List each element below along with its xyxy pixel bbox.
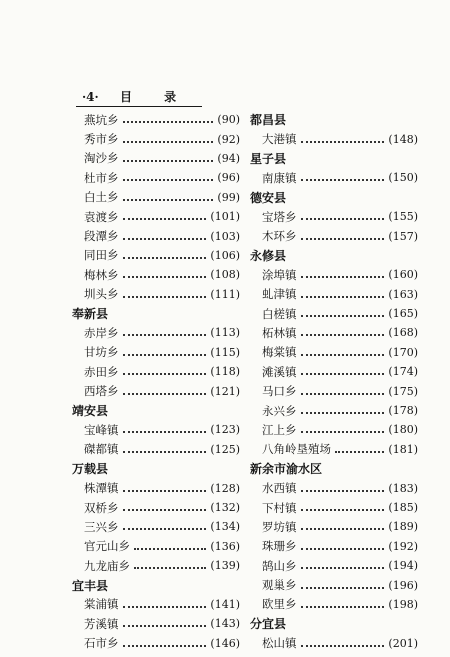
entry-page-number: (123) bbox=[210, 423, 240, 437]
toc-entry bbox=[250, 556, 418, 575]
entry-name: 淘沙乡 bbox=[84, 151, 119, 166]
toc-county-heading bbox=[72, 304, 240, 323]
entry-page-number: (198) bbox=[388, 597, 418, 611]
entry-page-number: (192) bbox=[388, 539, 418, 553]
toc-left-column bbox=[72, 110, 240, 653]
dot-leader bbox=[123, 178, 214, 181]
dot-leader bbox=[301, 140, 385, 143]
entry-page-number: (155) bbox=[388, 210, 418, 224]
entry-name: 棠浦镇 bbox=[84, 597, 119, 612]
toc-county-heading bbox=[250, 110, 418, 129]
dot-leader bbox=[123, 120, 214, 123]
dot-leader bbox=[123, 450, 207, 453]
entry-name: 永兴乡 bbox=[262, 403, 297, 418]
entry-page-number: (103) bbox=[210, 229, 240, 243]
entry-name: 三兴乡 bbox=[84, 519, 119, 534]
entry-page-number: (170) bbox=[388, 345, 418, 359]
entry-name: 西塔乡 bbox=[84, 384, 119, 399]
entry-page-number: (141) bbox=[210, 597, 240, 611]
county-name: 都昌县 bbox=[250, 113, 287, 128]
dot-leader bbox=[301, 353, 385, 356]
entry-name: 赤岸乡 bbox=[84, 325, 119, 340]
dot-leader bbox=[123, 644, 207, 647]
entry-page-number: (146) bbox=[210, 636, 240, 650]
toc-entry bbox=[250, 517, 418, 536]
entry-page-number: (168) bbox=[388, 326, 418, 340]
dot-leader bbox=[123, 372, 207, 375]
entry-name: 松山镇 bbox=[262, 636, 297, 651]
dot-leader bbox=[301, 411, 385, 414]
entry-page-number: (163) bbox=[388, 287, 418, 301]
entry-name: 欧里乡 bbox=[262, 597, 297, 612]
toc-entry bbox=[72, 614, 240, 633]
entry-name: 宝峰镇 bbox=[84, 422, 119, 437]
entry-page-number: (108) bbox=[210, 268, 240, 282]
dot-leader bbox=[123, 275, 207, 278]
dot-leader bbox=[301, 295, 385, 298]
toc-entry bbox=[72, 478, 240, 497]
toc-entry bbox=[72, 381, 240, 400]
dot-leader bbox=[301, 527, 385, 530]
entry-name: 罗坊镇 bbox=[262, 519, 297, 534]
entry-page-number: (201) bbox=[388, 636, 418, 650]
toc-entry bbox=[72, 129, 240, 148]
entry-page-number: (143) bbox=[210, 617, 240, 631]
entry-page-number: (157) bbox=[388, 229, 418, 243]
dot-leader bbox=[301, 508, 385, 511]
toc-entry bbox=[250, 265, 418, 284]
dot-leader bbox=[301, 586, 385, 589]
toc-entry bbox=[72, 110, 240, 129]
entry-page-number: (139) bbox=[210, 559, 240, 573]
dot-leader bbox=[134, 547, 206, 550]
county-name: 星子县 bbox=[250, 151, 287, 166]
toc-county-heading bbox=[250, 188, 418, 207]
entry-name: 袁渡乡 bbox=[84, 209, 119, 224]
entry-page-number: (106) bbox=[210, 248, 240, 262]
entry-page-number: (101) bbox=[210, 210, 240, 224]
dot-leader bbox=[301, 489, 385, 492]
toc-entry bbox=[250, 440, 418, 459]
entry-page-number: (132) bbox=[210, 501, 240, 514]
entry-name: 水西镇 bbox=[262, 481, 297, 496]
toc-right-column bbox=[250, 110, 418, 653]
dot-leader bbox=[301, 430, 385, 433]
toc-entry bbox=[250, 168, 418, 187]
toc-entry bbox=[72, 188, 240, 207]
toc-entry bbox=[72, 420, 240, 439]
toc-entry bbox=[72, 226, 240, 245]
entry-page-number: (136) bbox=[210, 539, 240, 553]
dot-leader bbox=[335, 450, 384, 453]
dot-leader bbox=[123, 159, 214, 162]
entry-name: 鹄山乡 bbox=[262, 558, 297, 573]
entry-name: 赤田乡 bbox=[84, 364, 119, 379]
entry-page-number: (175) bbox=[388, 384, 418, 398]
entry-name: 甘坊乡 bbox=[84, 345, 119, 360]
entry-name: 滩溪镇 bbox=[262, 364, 297, 379]
county-name: 万载县 bbox=[72, 462, 109, 477]
entry-page-number: (181) bbox=[388, 442, 418, 456]
toc-entry bbox=[250, 420, 418, 439]
entry-name: 磔都镇 bbox=[84, 442, 119, 457]
page-header bbox=[76, 88, 202, 107]
entry-name: 株潭镇 bbox=[84, 481, 119, 496]
entry-page-number: (111) bbox=[210, 287, 240, 301]
entry-page-number: (180) bbox=[388, 423, 418, 437]
toc-entry bbox=[250, 595, 418, 614]
toc-entry bbox=[72, 323, 240, 342]
entry-name: 双桥乡 bbox=[84, 500, 119, 515]
toc-entry bbox=[250, 304, 418, 323]
toc-entry bbox=[72, 207, 240, 226]
toc-entry bbox=[72, 343, 240, 362]
entry-page-number: (196) bbox=[388, 578, 418, 592]
entry-page-number: (118) bbox=[210, 365, 240, 379]
dot-leader bbox=[301, 372, 385, 375]
county-name: 永修县 bbox=[250, 248, 287, 263]
entry-page-number: (194) bbox=[388, 559, 418, 573]
entry-page-number: (128) bbox=[210, 481, 240, 495]
toc-entry bbox=[250, 207, 418, 226]
dot-leader bbox=[123, 605, 207, 608]
toc-entry bbox=[72, 634, 240, 653]
toc-county-heading bbox=[72, 575, 240, 594]
county-name: 分宜县 bbox=[250, 617, 287, 632]
entry-page-number: (90) bbox=[217, 113, 240, 127]
entry-page-number: (115) bbox=[210, 345, 240, 359]
entry-name: 柘林镇 bbox=[262, 325, 297, 340]
dot-leader bbox=[301, 644, 385, 647]
dot-leader bbox=[301, 217, 385, 220]
entry-name: 下村镇 bbox=[262, 500, 297, 515]
county-name: 宜丰县 bbox=[72, 578, 109, 593]
entry-page-number: (148) bbox=[388, 132, 418, 146]
toc-county-heading bbox=[250, 246, 418, 265]
dot-leader bbox=[123, 392, 207, 395]
toc-entry bbox=[250, 226, 418, 245]
entry-name: 秀市乡 bbox=[84, 132, 119, 147]
entry-page-number: (113) bbox=[210, 326, 240, 340]
entry-page-number: (121) bbox=[210, 384, 240, 398]
entry-name: 圳头乡 bbox=[84, 287, 119, 302]
toc-entry bbox=[72, 556, 240, 575]
dot-leader bbox=[123, 217, 207, 220]
dot-leader bbox=[301, 314, 385, 317]
entry-page-number: (125) bbox=[210, 442, 240, 456]
entry-page-number: (185) bbox=[388, 501, 418, 514]
dot-leader bbox=[123, 256, 207, 259]
toc-entry bbox=[250, 129, 418, 148]
dot-leader bbox=[123, 508, 207, 511]
entry-page-number: (99) bbox=[217, 190, 240, 204]
dot-leader bbox=[123, 489, 207, 492]
toc-entry bbox=[250, 634, 418, 653]
dot-leader bbox=[301, 178, 385, 181]
entry-name: 观巢乡 bbox=[262, 578, 297, 593]
dot-leader bbox=[301, 333, 385, 336]
county-name: 新余市渝水区 bbox=[250, 462, 323, 477]
toc-entry bbox=[250, 401, 418, 420]
toc-entry bbox=[72, 440, 240, 459]
entry-name: 段潭乡 bbox=[84, 229, 119, 244]
entry-name: 芳溪镇 bbox=[84, 616, 119, 631]
entry-name: 江上乡 bbox=[262, 422, 297, 437]
toc-entry bbox=[72, 285, 240, 304]
toc-entry bbox=[250, 343, 418, 362]
entry-page-number: (150) bbox=[388, 171, 418, 185]
toc-entry bbox=[250, 498, 418, 517]
dot-leader bbox=[134, 566, 206, 569]
entry-name: 八角岭垦殖场 bbox=[262, 442, 331, 457]
entry-page-number: (96) bbox=[217, 171, 240, 185]
page-number: ·4· bbox=[82, 90, 99, 104]
entry-name: 燕坑乡 bbox=[84, 112, 119, 127]
dot-leader bbox=[301, 605, 385, 608]
entry-name: 白土乡 bbox=[84, 190, 119, 205]
toc-entry bbox=[72, 595, 240, 614]
dot-leader bbox=[123, 333, 207, 336]
toc-entry bbox=[72, 362, 240, 381]
entry-page-number: (160) bbox=[388, 268, 418, 282]
entry-name: 官元山乡 bbox=[84, 539, 130, 554]
entry-page-number: (174) bbox=[388, 365, 418, 379]
county-name: 靖安县 bbox=[72, 404, 109, 419]
toc-entry bbox=[72, 265, 240, 284]
dot-leader bbox=[123, 140, 214, 143]
dot-leader bbox=[123, 198, 214, 201]
entry-name: 南康镇 bbox=[262, 170, 297, 185]
entry-name: 梅林乡 bbox=[84, 267, 119, 282]
dot-leader bbox=[123, 237, 207, 240]
dot-leader bbox=[301, 566, 385, 569]
toc-entry bbox=[72, 149, 240, 168]
toc-entry bbox=[250, 478, 418, 497]
toc-entry bbox=[250, 362, 418, 381]
dot-leader bbox=[301, 392, 385, 395]
dot-leader bbox=[123, 353, 207, 356]
dot-leader bbox=[123, 430, 207, 433]
entry-name: 珠珊乡 bbox=[262, 539, 297, 554]
toc-entry bbox=[72, 498, 240, 517]
toc-county-heading bbox=[250, 614, 418, 633]
toc-county-heading bbox=[250, 459, 418, 478]
entry-name: 大港镇 bbox=[262, 132, 297, 147]
entry-name: 白槎镇 bbox=[262, 306, 297, 321]
entry-page-number: (165) bbox=[388, 307, 418, 321]
toc-entry bbox=[72, 246, 240, 265]
page-title: 目 录 bbox=[120, 90, 191, 104]
dot-leader bbox=[123, 295, 207, 298]
entry-name: 木环乡 bbox=[262, 229, 297, 244]
dot-leader bbox=[123, 624, 207, 627]
toc-entry bbox=[250, 537, 418, 556]
dot-leader bbox=[301, 547, 385, 550]
toc-entry bbox=[72, 517, 240, 536]
entry-page-number: (134) bbox=[210, 520, 240, 534]
entry-name: 同田乡 bbox=[84, 248, 119, 263]
entry-page-number: (189) bbox=[388, 520, 418, 534]
county-name: 奉新县 bbox=[72, 307, 109, 322]
toc-entry bbox=[250, 575, 418, 594]
entry-name: 九龙庙乡 bbox=[84, 558, 130, 573]
entry-name: 马口乡 bbox=[262, 384, 297, 399]
toc-county-heading bbox=[72, 459, 240, 478]
toc-entry bbox=[72, 168, 240, 187]
toc-entry bbox=[250, 285, 418, 304]
entry-name: 杜市乡 bbox=[84, 170, 119, 185]
entry-name: 虬津镇 bbox=[262, 287, 297, 302]
dot-leader bbox=[301, 237, 385, 240]
entry-page-number: (178) bbox=[388, 404, 418, 418]
entry-page-number: (94) bbox=[217, 151, 240, 165]
toc-county-heading bbox=[250, 149, 418, 168]
entry-name: 石市乡 bbox=[84, 636, 119, 651]
entry-name: 宝塔乡 bbox=[262, 209, 297, 224]
dot-leader bbox=[123, 527, 207, 530]
entry-page-number: (183) bbox=[388, 481, 418, 495]
entry-name: 梅棠镇 bbox=[262, 345, 297, 360]
entry-page-number: (92) bbox=[217, 132, 240, 146]
toc-entry bbox=[250, 323, 418, 342]
toc-county-heading bbox=[72, 401, 240, 420]
toc-entry bbox=[72, 537, 240, 556]
dot-leader bbox=[301, 275, 385, 278]
county-name: 德安县 bbox=[250, 190, 287, 205]
toc-entry bbox=[250, 381, 418, 400]
entry-name: 涂埠镇 bbox=[262, 267, 297, 282]
